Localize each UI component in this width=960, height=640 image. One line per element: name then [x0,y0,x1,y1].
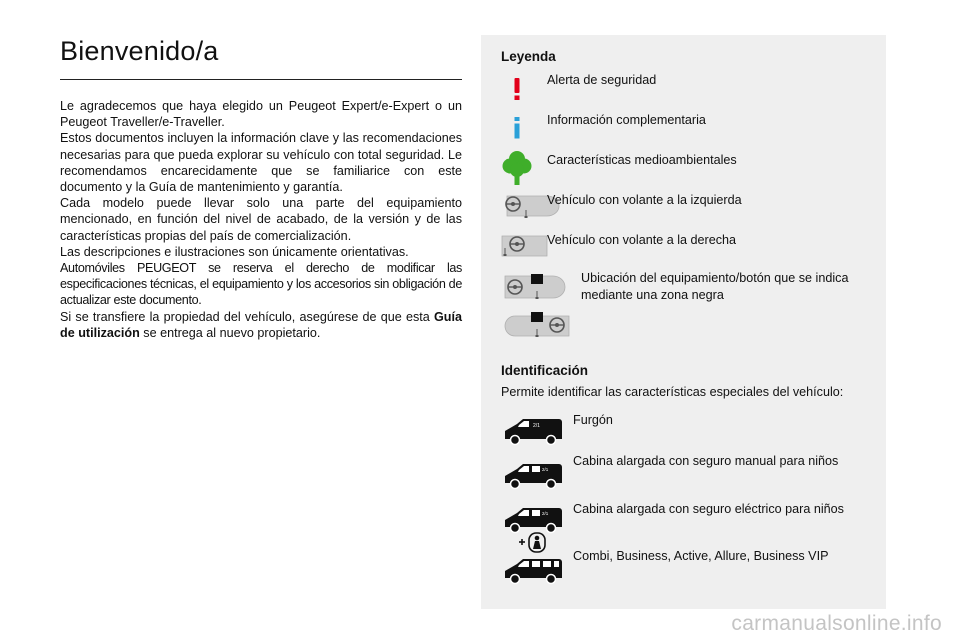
legend-environmental: Características medioambientales [547,153,737,167]
intro-text-run: se entrega al nuevo propietario. [139,325,321,340]
identification-intro: Permite identificar las características especiales del vehículo: [501,385,844,399]
legend-equipment-location: Ubicación del equipamiento/botón que se indica mediante una zona negra [581,271,849,302]
info-icon [511,116,523,140]
identification-van: Furgón [573,413,613,427]
intro-text-run: Si se transfiere la propiedad del vehículo, asegúrese de que esta [60,309,434,324]
child-lock-plus-icon [517,530,547,554]
welcome-section [60,36,462,341]
intro-text [60,98,462,341]
intro-paragraph [60,309,462,341]
legend-safety-alert: Alerta de seguridad [547,73,657,87]
page-title: Bienvenido/a [60,36,219,66]
svg-text:2/1: 2/1 [542,467,549,472]
watermark: carmanualsonline.info [731,612,942,635]
van-icon [501,415,567,447]
legend-left-hand-drive: Vehículo con volante a la izquierda [547,193,742,207]
legend-complementary-info: Información complementaria [547,113,706,127]
identification-combi: Combi, Business, Active, Allure, Business VIP [573,549,829,563]
intro-paragraph: Las descripciones e ilustraciones son únicamente orientativas. [60,244,409,259]
intro-paragraph: Automóviles PEUGEOT se reserva el derecho de modificar las especificaciones técnicas, el equipamiento y los accesorios sin obligación de actualizar este documento. [60,261,462,308]
svg-text:2/1: 2/1 [542,511,549,516]
svg-text:2/1: 2/1 [533,423,540,429]
legend-heading: Leyenda [501,49,556,64]
equipment-location-lhd-icon [501,272,571,302]
alert-icon [511,77,523,101]
crew-cab-manual-icon [501,461,567,491]
guide-name: Guía de utilización [60,309,462,340]
legend-right-hand-drive: Vehículo con volante a la derecha [547,233,737,247]
eco-tree-icon [502,150,532,186]
intro-paragraph: Le agradecemos que haya elegido un Peugeot Expert/e-Expert o un Peugeot Traveller/e-Traveller. [60,99,462,130]
equipment-location-rhd-icon [501,310,571,340]
combi-icon [501,556,567,586]
identification-crew-cab-manual: Cabina alargada con seguro manual para niños [573,454,839,468]
identification-heading: Identificación [501,363,589,378]
legend-panel [481,35,886,609]
identification-crew-cab-electric: Cabina alargada con seguro eléctrico para niños [573,502,844,516]
title-divider [60,79,462,80]
intro-paragraph: Cada modelo puede llevar solo una parte del equipamiento mencionado, en función del nivel de acabado, de la versión y de las características propias del país de comercialización. [60,196,462,243]
intro-paragraph: Estos documentos incluyen la información clave y las recomendaciones necesarias para que pueda explorar su vehículo con total seguridad. Le recomendamos encarecidamente que se familiarice con este documento y la Guía de mantenimiento y garantía. [60,131,462,195]
